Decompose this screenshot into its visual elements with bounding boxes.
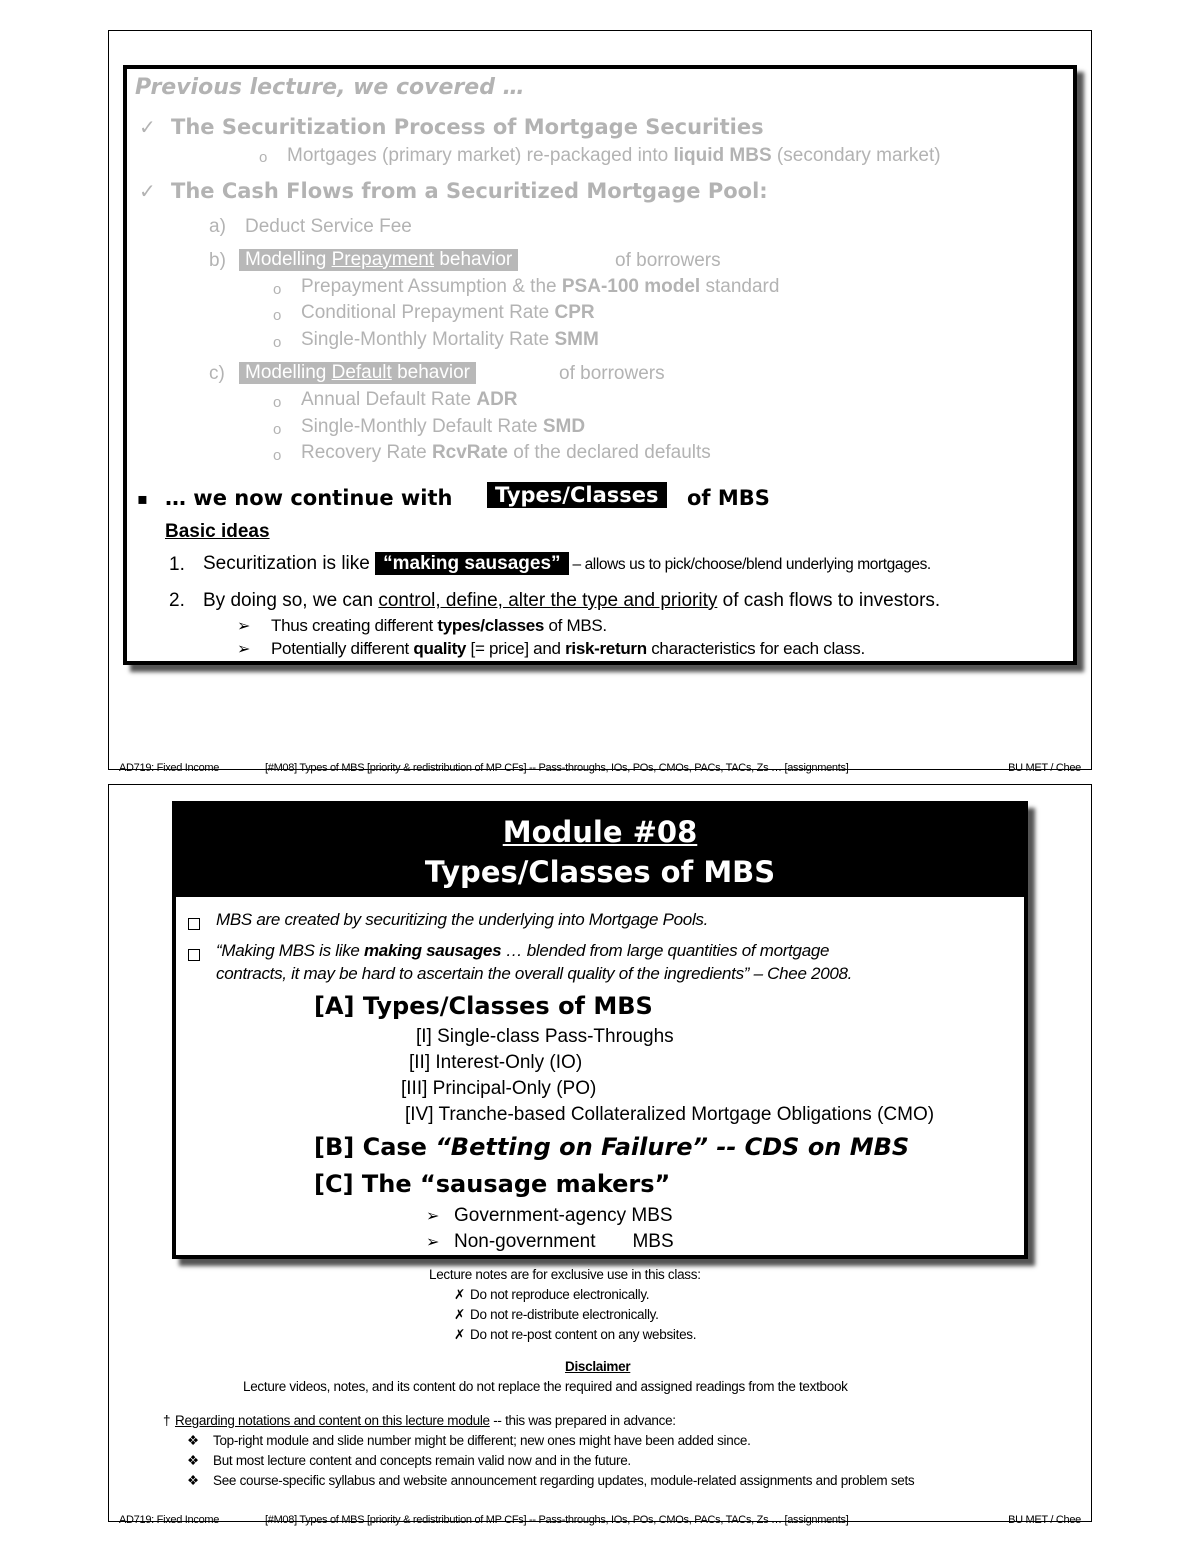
idea2-text (203, 590, 940, 612)
text-fragment: Annual Default Rate (301, 389, 477, 410)
type-ii-item: [II] Interest-Only (IO) (409, 1052, 583, 1073)
module-title: Types/Classes of MBS (424, 855, 776, 889)
type-i-item: [I] Single-class Pass-Throughs (416, 1026, 674, 1047)
quality-subpoint (271, 639, 865, 659)
arrow-icon: ➢ (426, 1234, 440, 1251)
text-fragment: [B] Case (314, 1133, 436, 1161)
diamond-icon: ❖ (187, 1433, 199, 1448)
text-fragment: ADR (476, 389, 518, 410)
label-b: b) (209, 250, 226, 271)
default-rest: of borrowers (559, 363, 665, 384)
usage-notice: Lecture notes are for exclusive use in this class: (429, 1267, 701, 1282)
default-highlight (239, 362, 476, 384)
footer-course: AD719: Fixed Income (119, 762, 220, 774)
text-fragment: Conditional Prepayment Rate (301, 302, 555, 323)
footer-author: BU MET / Chee (1008, 1514, 1081, 1526)
text-fragment: Securitization is like (203, 553, 376, 574)
text-fragment: (secondary market) (771, 145, 941, 166)
mbs-created-text: MBS are created by securitizing the underlying into Mortgage Pools. (216, 910, 709, 929)
footer-course: AD719: Fixed Income (119, 1514, 220, 1526)
text-fragment: Thus creating different (271, 616, 438, 635)
text-fragment: types/classes (437, 616, 545, 635)
recap-point-securitization: The Securitization Process of Mortgage Securities (171, 115, 764, 139)
continue-heading-start: … we now continue with (165, 486, 453, 510)
text-fragment: CPR (554, 302, 595, 323)
sausage-quote-line1 (216, 941, 829, 961)
check-icon: ✓ (139, 115, 156, 139)
section-c-heading: [C] The “sausage makers” (314, 1170, 671, 1198)
module-number: Module #08 (502, 815, 698, 849)
types-classes-subpoint (271, 616, 607, 636)
types-classes-box (487, 483, 667, 507)
prepayment-rest: of borrowers (615, 250, 721, 271)
text-fragment: PSA-100 model (561, 276, 701, 297)
text-fragment: – allows us to pick/choose/blend underlying mortgages. (568, 556, 931, 573)
bullet-o: o (273, 307, 282, 324)
cpr-text (301, 302, 595, 324)
text-fragment: [= price] and (466, 639, 566, 658)
text-fragment: of MBS. (544, 616, 607, 635)
bullet-o: o (273, 421, 282, 438)
psa-model-text (301, 276, 779, 298)
section-b-heading (314, 1133, 909, 1161)
sausage-quote-line2: contracts, it may be hard to ascertain the overall quality of the ingredients” – Chee 2008. (216, 964, 853, 983)
text-fragment: Single-Monthly Mortality Rate (301, 329, 555, 350)
label-a: a) (209, 216, 226, 237)
bullet-o: o (259, 149, 268, 166)
diamond-icon: ❖ (187, 1453, 199, 1468)
checkbox-bullet-icon (188, 946, 200, 965)
service-fee-text: Deduct Service Fee (245, 216, 412, 237)
text-fragment: “Betting on Failure” -- CDS on MBS (435, 1133, 910, 1161)
text-fragment: making sausages (363, 941, 502, 960)
recap-box (123, 65, 1077, 665)
footer-author: BU MET / Chee (1008, 762, 1081, 774)
smd-text (301, 416, 585, 438)
text-fragment: liquid MBS (673, 145, 772, 166)
text-fragment: SMM (554, 329, 599, 350)
text-fragment: SMD (542, 416, 586, 437)
regarding-item: Top-right module and slide number might be different; new ones might have been added since. (213, 1433, 751, 1448)
adr-text (301, 389, 518, 411)
disclaimer-text: Lecture videos, notes, and its content do not replace the required and assigned readings from the textbook (243, 1379, 848, 1394)
module-title-bar (176, 805, 1024, 897)
disclaimer-title: Disclaimer (565, 1359, 631, 1374)
text-fragment: characteristics for each class. (646, 639, 865, 658)
prepayment-highlight (239, 249, 518, 271)
rcvrate-text (301, 442, 711, 464)
arrow-icon: ➢ (237, 618, 251, 635)
smm-text (301, 329, 599, 351)
x-icon: ✗ (454, 1327, 466, 1342)
text-fragment: Mortgages (primary market) re-packaged into (287, 145, 674, 166)
text-fragment: Prepayment (331, 249, 435, 270)
diamond-icon: ❖ (187, 1473, 199, 1488)
text-fragment: Single-Monthly Default Rate (301, 416, 543, 437)
text-fragment: risk-return (565, 639, 647, 658)
slide-previous-lecture (108, 30, 1092, 774)
text-fragment: “making sausages” (375, 552, 568, 575)
text-fragment: of cash flows to investors. (717, 590, 941, 611)
footer-module: [#M08] Types of MBS [priority & redistribution of MP CFs] -- Pass-throughs, IOs, POs, CMOs, PACs, TACs, Zs … [assignments] (265, 1514, 849, 1526)
checkbox-bullet-icon (188, 915, 200, 934)
recap-heading: Previous lecture, we covered … (135, 75, 525, 100)
footer-module: [#M08] Types of MBS [priority & redistribution of MP CFs] -- Pass-throughs, IOs, POs, CMOs, PACs, TACs, Zs … [assignments] (265, 762, 849, 774)
bullet-o: o (273, 281, 282, 298)
text-fragment: Modelling (245, 362, 332, 383)
bullet-o: o (273, 447, 282, 464)
arrow-icon: ➢ (237, 641, 251, 658)
regarding-notations (175, 1413, 676, 1428)
recap-point-cashflows: The Cash Flows from a Securitized Mortgage Pool: (171, 179, 768, 203)
slide-module-title (108, 784, 1092, 1526)
idea1-number: 1. (169, 554, 185, 575)
idea1-text (203, 553, 931, 575)
text-fragment: Default (331, 362, 392, 383)
module-box (172, 801, 1028, 1259)
type-iii-item: [III] Principal-Only (PO) (401, 1078, 597, 1099)
text-fragment: By doing so, we can (203, 590, 379, 611)
text-fragment: RcvRate (431, 442, 508, 463)
text-fragment: -- this was prepared in advance: (489, 1413, 676, 1428)
text-fragment: “Making MBS is like (216, 941, 364, 960)
section-a-heading: [A] Types/Classes of MBS (314, 992, 653, 1020)
text-fragment: of the declared defaults (508, 442, 711, 463)
regarding-item: But most lecture content and concepts remain valid now and in the future. (213, 1453, 631, 1468)
text-fragment: Prepayment Assumption & the (301, 276, 562, 297)
bullet-o: o (273, 394, 282, 411)
government-agency-item: Government-agency MBS (454, 1205, 673, 1226)
text-fragment: quality (413, 639, 467, 658)
text-fragment: Regarding notations and content on this lecture module (175, 1413, 490, 1428)
x-icon: ✗ (454, 1307, 466, 1322)
recap-subpoint-mortgages (287, 145, 941, 167)
text-fragment: … blended from large quantities of mortgage (501, 941, 830, 960)
text-fragment: control, define, alter the type and priority (378, 590, 718, 611)
text-fragment: behavior (391, 362, 470, 383)
notice-item: Do not reproduce electronically. (470, 1287, 650, 1302)
basic-ideas-heading: Basic ideas (165, 521, 270, 542)
text-fragment: behavior (434, 249, 513, 270)
text-fragment: Recovery Rate (301, 442, 432, 463)
square-bullet: ▪ (137, 489, 148, 508)
check-icon: ✓ (139, 179, 156, 203)
notice-item: Do not re-distribute electronically. (470, 1307, 659, 1322)
text-fragment: Types/Classes (487, 482, 667, 508)
idea2-number: 2. (169, 590, 185, 611)
text-fragment: standard (700, 276, 780, 297)
text-fragment: Potentially different (271, 639, 414, 658)
non-government-item: Non-government MBS (454, 1231, 674, 1252)
text-fragment: Modelling (245, 249, 332, 270)
arrow-icon: ➢ (426, 1208, 440, 1225)
notice-item: Do not re-post content on any websites. (470, 1327, 697, 1342)
continue-heading-end: of MBS (687, 486, 770, 510)
dagger-icon: † (163, 1413, 171, 1428)
regarding-item: See course-specific syllabus and website announcement regarding updates, module-related assignments and problem sets (213, 1473, 915, 1488)
type-iv-item: [IV] Tranche-based Collateralized Mortgage Obligations (CMO) (405, 1104, 935, 1125)
x-icon: ✗ (454, 1287, 466, 1302)
label-c: c) (209, 363, 225, 384)
bullet-o: o (273, 334, 282, 351)
